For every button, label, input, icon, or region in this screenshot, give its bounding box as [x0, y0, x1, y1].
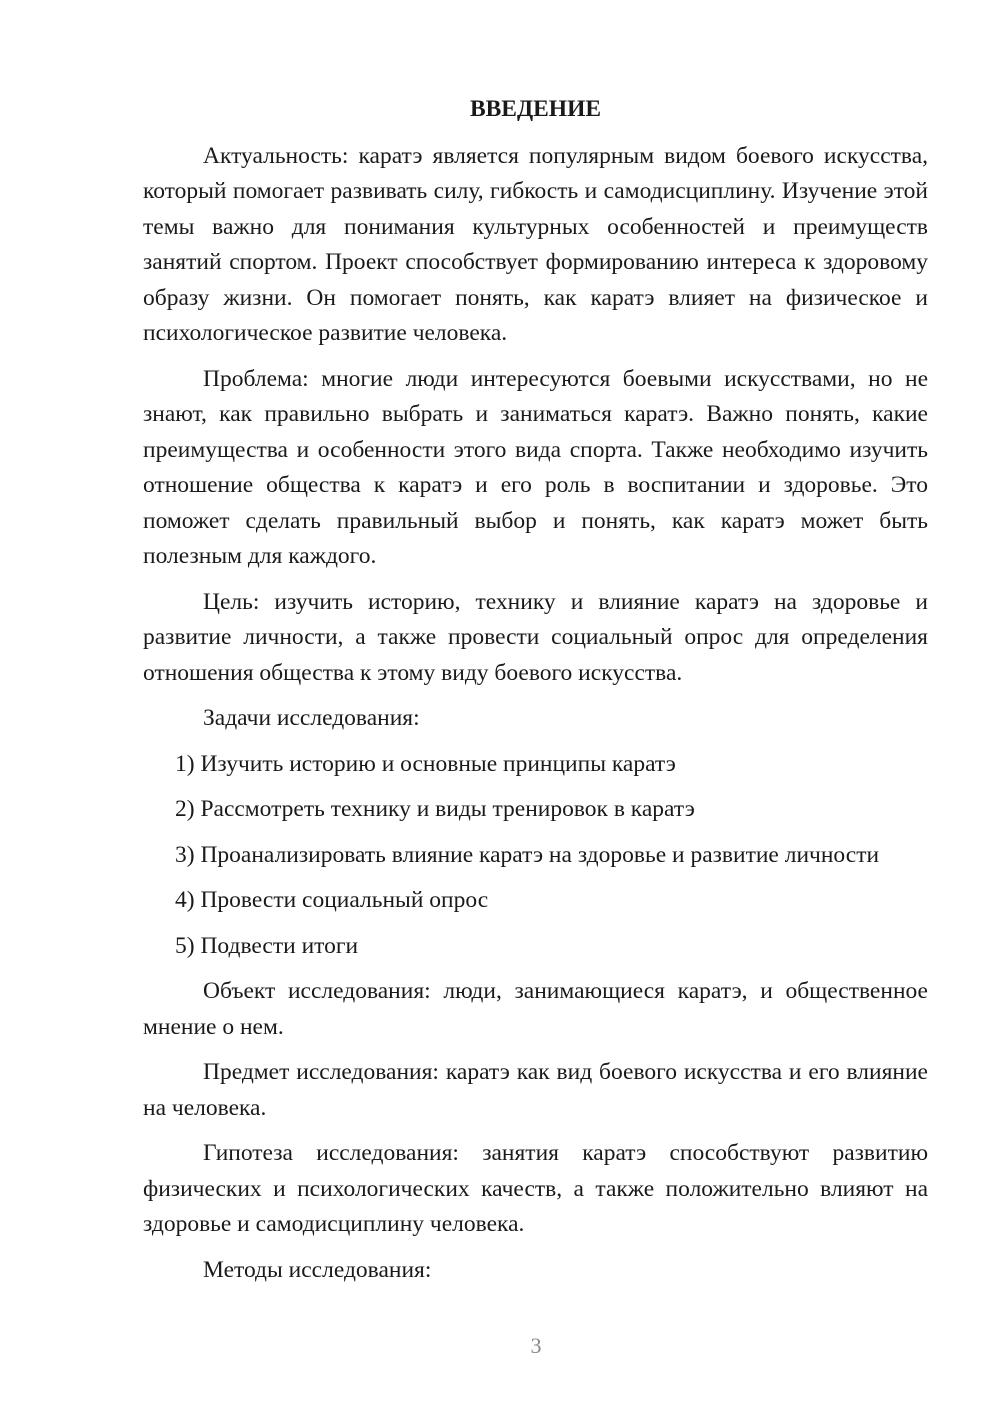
tasks-title: Задачи исследования: [203, 705, 420, 731]
paragraph-relevance: Актуальность: каратэ является популярным видом боевого искусства, который помогает развивать силу, гибкость и самодисциплину. Изучение этой темы важно для понимания культурных особенностей и преимуществ занятий спортом. Проект способствует формированию интереса к здоровому образу жизни. Он помогает понять, как каратэ влияет на физическое и психологическое развитие человека. [143, 142, 928, 346]
list-item: 4) Провести социальный опрос [175, 887, 489, 913]
paragraph-hypothesis: Гипотеза исследования: занятия каратэ способствуют развитию физических и психологических качеств, а также положительно влияют на здоровье и самодисциплину человека. [143, 1140, 928, 1237]
section-heading: ВВЕДЕНИЕ [469, 96, 602, 122]
methods-title: Методы исследования: [203, 1256, 432, 1283]
page-number: 3 [530, 1333, 542, 1358]
page-content [143, 92, 928, 1298]
list-item: 5) Подвести итоги [175, 932, 359, 959]
list-item: 1) Изучить историю и основные принципы каратэ [175, 750, 676, 777]
list-item: 2) Рассмотреть технику и виды тренировок в каратэ [175, 796, 695, 822]
tasks-list [143, 747, 928, 965]
paragraph-object: Объект исследования: люди, занимающиеся каратэ, и общественное мнение о нем. [143, 978, 928, 1040]
paragraph-problem: Проблема: многие люди интересуются боевыми искусствами, но не знают, как правильно выбрать и заниматься каратэ. Важно понять, какие преимущества и особенности этого вида спорта. Также необходимо изучить отношение общества к каратэ и его роль в воспитании и здоровье. Это поможет сделать правильный выбор и понять, как каратэ может быть полезным для каждого. [143, 365, 928, 569]
paragraph-goal: Цель: изучить историю, технику и влияние каратэ на здоровье и развитие личности, а также провести социальный опрос для определения отношения общества к этому виду боевого искусства. [143, 588, 928, 686]
list-item: 3) Проанализировать влияние каратэ на здоровье и развитие личности [175, 841, 880, 868]
paragraph-subject: Предмет исследования: каратэ как вид боевого искусства и его влияние на человека. [143, 1059, 928, 1121]
